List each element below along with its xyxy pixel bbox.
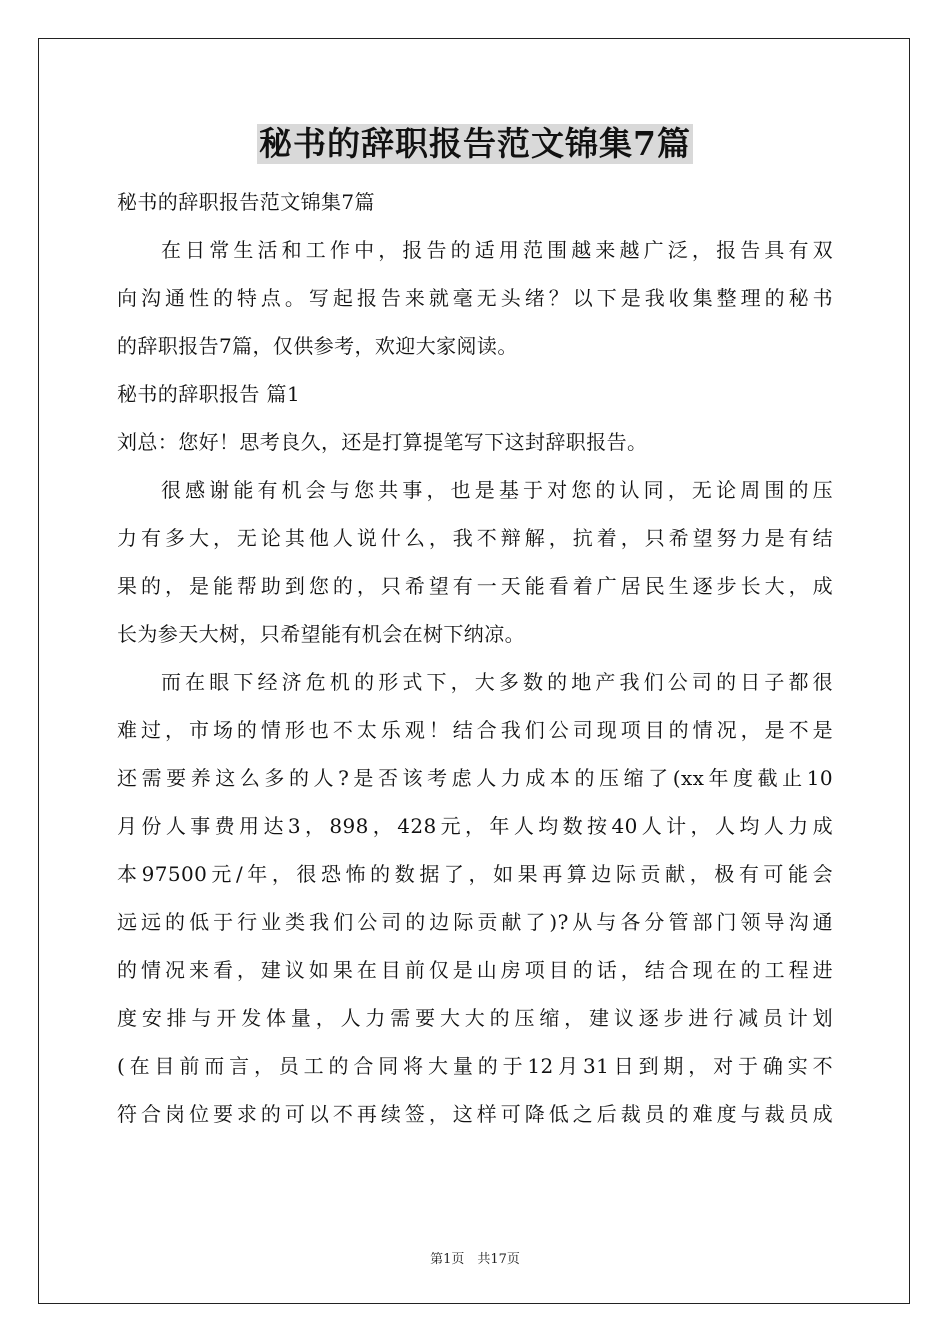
paragraph-line: 难过，市场的情形也不太乐观！结合我们公司现项目的情况，是不是	[117, 718, 833, 742]
paragraph-line: 月份人事费用达3，898，428元，年人均数按40人计，人均人力成	[117, 814, 833, 838]
paragraph-line: 的辞职报告7篇，仅供参考，欢迎大家阅读。	[117, 334, 518, 358]
paragraph-line: 符合岗位要求的可以不再续签，这样可降低之后裁员的难度与裁员成	[117, 1102, 833, 1126]
paragraph-line: 而在眼下经济危机的形式下，大多数的地产我们公司的日子都很	[161, 670, 833, 694]
paragraph-line: 本97500元/年，很恐怖的数据了，如果再算边际贡献，极有可能会	[117, 862, 833, 886]
paragraph-line: 果的，是能帮助到您的，只希望有一天能看着广居民生逐步长大，成	[117, 574, 833, 598]
paragraph-line: 远远的低于行业类我们公司的边际贡献了)?从与各分管部门领导沟通	[117, 910, 833, 934]
paragraph-line: 长为参天大树，只希望能有机会在树下纳凉。	[117, 622, 525, 646]
section-heading: 秘书的辞职报告 篇1	[117, 382, 301, 406]
paragraph-line: 还需要养这么多的人?是否该考虑人力成本的压缩了(xx年度截止10	[117, 766, 833, 790]
paragraph-line: 度安排与开发体量，人力需要大大的压缩，建议逐步进行减员计划	[117, 1006, 833, 1030]
document-title: 秘书的辞职报告范文锦集7篇	[259, 124, 691, 163]
paragraph-line: 很感谢能有机会与您共事，也是基于对您的认同，无论周围的压	[161, 478, 833, 502]
paragraph-line: 力有多大，无论其他人说什么，我不辩解，抗着，只希望努力是有结	[117, 526, 833, 550]
document-body	[117, 178, 833, 1138]
paragraph-line: 的情况来看，建议如果在目前仅是山房项目的话，结合现在的工程进	[117, 958, 833, 982]
title-container	[0, 124, 950, 164]
page-number: 第1页 共17页	[430, 1252, 520, 1267]
subtitle-line: 秘书的辞职报告范文锦集7篇	[117, 190, 375, 214]
salutation-line: 刘总：您好！思考良久，还是打算提笔写下这封辞职报告。	[117, 430, 648, 454]
paragraph-line: 在日常生活和工作中，报告的适用范围越来越广泛，报告具有双	[161, 238, 833, 262]
paragraph-line: 向沟通性的特点。写起报告来就毫无头绪？以下是我收集整理的秘书	[117, 286, 833, 310]
paragraph-line: (在目前而言，员工的合同将大量的于12月31日到期，对于确实不	[117, 1054, 833, 1078]
